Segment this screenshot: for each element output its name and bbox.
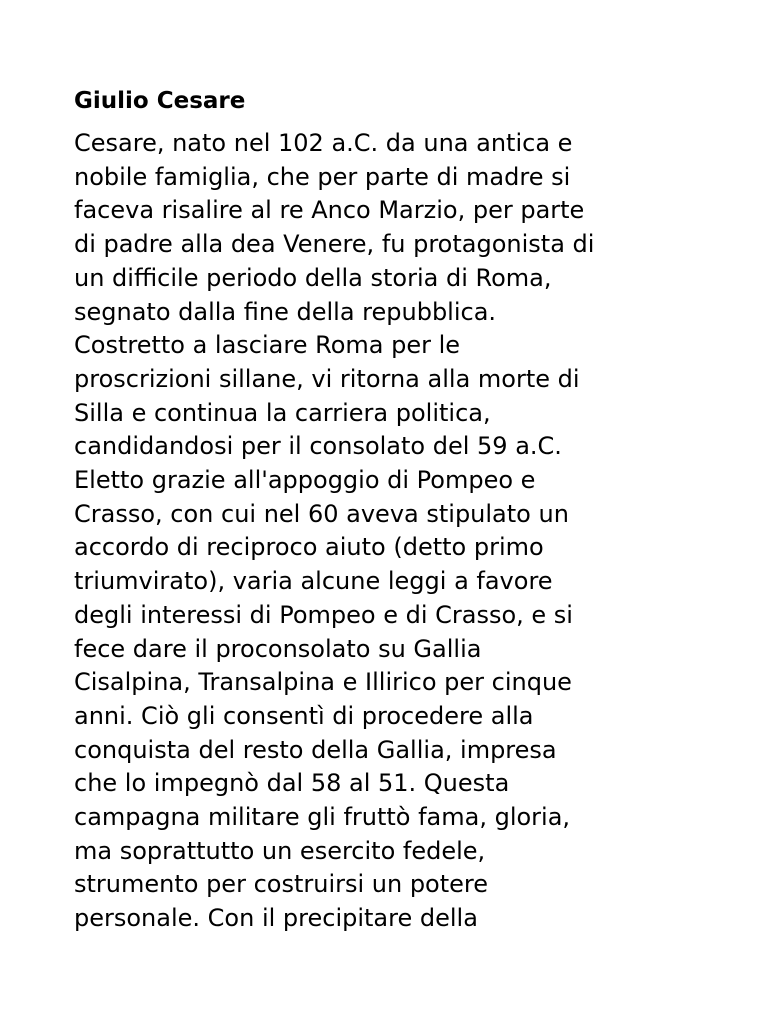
body-line: nobile famiglia, che per parte di madre si <box>74 162 571 191</box>
document-title: Giulio Cesare <box>74 88 246 114</box>
body-line: accordo di reciproco aiuto (detto primo <box>74 533 544 562</box>
body-line: fece dare il proconsolato su Gallia <box>74 634 482 663</box>
body-line: un difficile periodo della storia di Roma, <box>74 263 552 292</box>
body-line: personale. Con il precipitare della <box>74 904 478 933</box>
body-line: Eletto grazie all'appoggio di Pompeo e <box>74 466 536 495</box>
body-line: Costretto a lasciare Roma per le <box>74 331 461 360</box>
body-line: campagna militare gli fruttò fama, gloria, <box>74 803 571 832</box>
body-line: Cesare, nato nel 102 a.C. da una antica e <box>74 129 573 157</box>
body-line: Cisalpina, Transalpina e Illirico per cinque <box>74 668 572 697</box>
body-line: triumvirato), varia alcune leggi a favore <box>74 567 553 596</box>
body-line: faceva risalire al re Anco Marzio, per parte <box>74 196 585 225</box>
body-line: Crasso, con cui nel 60 aveva stipulato un <box>74 499 569 528</box>
body-line: candidandosi per il consolato del 59 a.C. <box>74 432 562 461</box>
body-line: Silla e continua la carriera politica, <box>74 398 491 427</box>
body-line: di padre alla dea Venere, fu protagonista di <box>74 230 595 259</box>
body-line: anni. Ciò gli consentì di procedere alla <box>74 701 534 730</box>
body-line: ma soprattutto un esercito fedele, <box>74 836 486 865</box>
body-line: che lo impegnò dal 58 al 51. Questa <box>74 769 510 798</box>
body-line: conquista del resto della Gallia, impresa <box>74 735 557 764</box>
document-body <box>74 127 594 936</box>
body-line: proscrizioni sillane, vi ritorna alla morte di <box>74 364 580 393</box>
body-line: degli interessi di Pompeo e di Crasso, e si <box>74 600 573 629</box>
body-line: segnato dalla fine della repubblica. <box>74 297 497 326</box>
body-line: strumento per costruirsi un potere <box>74 870 489 899</box>
